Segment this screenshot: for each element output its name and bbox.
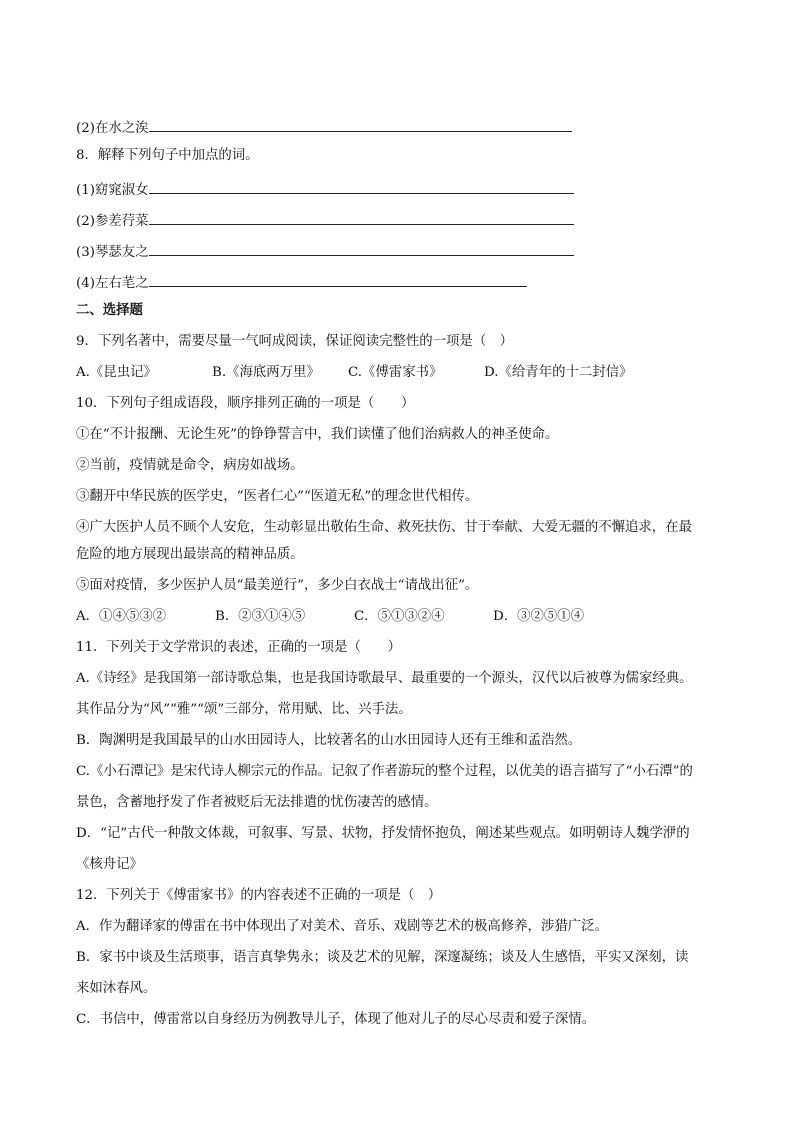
q8-item-4-label: (4)左右芼之 xyxy=(76,276,149,291)
q11-option-b[interactable]: B．陶渊明是我国最早的山水田园诗人，比较著名的山水田园诗人还有王维和孟浩然。 xyxy=(76,733,582,748)
q8-item-1-label: (1)窈窕淑女 xyxy=(76,183,149,198)
question-10: 10．下列句子组成语段，顺序排列正确的一项是（ ） xyxy=(76,396,415,411)
q8-item-3-label: (3)琴瑟友之 xyxy=(76,245,149,260)
q10-sentence-4-cont: 危险的地方展现出最崇高的精神品质。 xyxy=(76,547,304,562)
q10-options xyxy=(76,608,726,639)
option-c[interactable]: C．⑤①③②④ xyxy=(354,609,445,624)
q10-sentence-1: ①在“不计报酬、无论生死”的铮铮誓言中，我们读懂了他们治病救人的神圣使命。 xyxy=(76,427,559,442)
option-b[interactable]: B．②③①④⑤ xyxy=(215,609,306,624)
q11-option-c-cont: 景色，含蓄地抒发了作者被贬后无法排遣的忧伤凄苦的感情。 xyxy=(76,795,438,810)
question-8: 8．解释下列句子中加点的词。 xyxy=(76,148,259,163)
q10-sentence-3: ③翻开中华民族的医学史，“医者仁心”“医道无私”的理念世代相传。 xyxy=(76,489,479,504)
q10-sentence-5: ⑤面对疫情，多少医护人员“最美逆行”，多少白衣战士“请战出征”。 xyxy=(76,578,479,593)
q8-item-2 xyxy=(76,209,726,240)
q10-sentence-2: ②当前，疫情就是命令，病房如战场。 xyxy=(76,458,304,473)
q11-option-a-cont: 其作品分为“风”“雅”“颂”三部分，常用赋、比、兴手法。 xyxy=(76,702,412,717)
q8-item-2-label: (2)参差荇菜 xyxy=(76,214,149,229)
answer-blank[interactable] xyxy=(149,240,574,256)
q8-item-3 xyxy=(76,240,726,271)
answer-blank[interactable] xyxy=(149,209,574,225)
answer-blank[interactable] xyxy=(149,178,574,194)
q8-item-1 xyxy=(76,178,726,209)
option-d[interactable]: D.《给青年的十二封信》 xyxy=(484,365,633,380)
q11-option-d[interactable]: D．“记”古代一种散文体裁，可叙事、写景、状物，抒发情怀抱负，阐述某些观点。如明朝诗人魏学洢的 xyxy=(76,826,690,841)
q12-option-a[interactable]: A．作为翻译家的傅雷在书中体现出了对美术、音乐、戏剧等艺术的极高修养，涉猎广泛。 xyxy=(76,919,608,934)
q7-item-2 xyxy=(76,116,726,147)
question-11: 11．下列关于文学常识的表述，正确的一项是（ ） xyxy=(76,640,402,655)
question-12: 12．下列关于《傅雷家书》的内容表述不正确的一项是（ ） xyxy=(76,888,442,903)
option-b[interactable]: B.《海底两万里》 xyxy=(212,365,320,380)
q8-item-4 xyxy=(76,271,726,302)
option-d[interactable]: D．③②⑤①④ xyxy=(493,609,585,624)
question-9: 9．下列名著中，需要尽量一气呵成阅读，保证阅读完整性的一项是（ ） xyxy=(76,334,514,349)
q7-item-2-label: (2)在水之涘 xyxy=(76,121,149,136)
section-heading: 二、选择题 xyxy=(76,303,143,318)
q10-sentence-4: ④广大医护人员不顾个人安危，生动彰显出敬佑生命、救死扶伤、甘于奉献、大爱无疆的不懈追求，在最 xyxy=(76,520,692,535)
q12-option-b-cont: 来如沐春风。 xyxy=(76,981,157,996)
q11-option-a[interactable]: A.《诗经》是我国第一部诗歌总集，也是我国诗歌最早、最重要的一个源头，汉代以后被尊为儒家经典。 xyxy=(76,671,693,686)
q9-options xyxy=(76,364,726,395)
option-a[interactable]: A.《昆虫记》 xyxy=(76,365,157,380)
answer-blank[interactable] xyxy=(149,271,527,287)
q11-option-d-cont: 《核舟记》 xyxy=(76,857,143,872)
answer-blank[interactable] xyxy=(149,116,572,132)
exam-page xyxy=(76,116,726,1042)
option-a[interactable]: A．①④⑤③② xyxy=(76,609,167,624)
option-c[interactable]: C.《傅雷家书》 xyxy=(348,365,443,380)
q11-option-c[interactable]: C.《小石潭记》是宋代诗人柳宗元的作品。记叙了作者游玩的整个过程，以优美的语言描写了“小石潭”的 xyxy=(76,764,693,779)
q12-option-b[interactable]: B．家书中谈及生活琐事，语言真挚隽永；谈及艺术的见解，深邃凝练；谈及人生感悟，平实又深刻，读 xyxy=(76,950,689,965)
q12-option-c[interactable]: C．书信中，傅雷常以自身经历为例教导儿子，体现了他对儿子的尽心尽责和爱子深情。 xyxy=(76,1012,596,1027)
